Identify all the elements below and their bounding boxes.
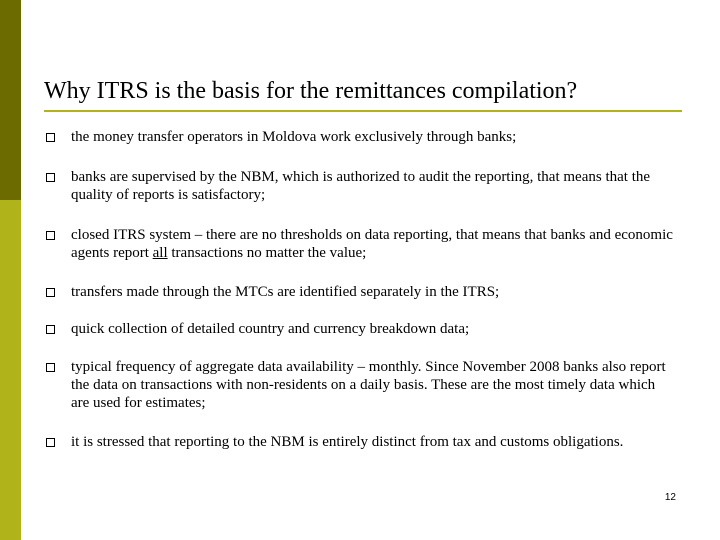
square-bullet-icon (46, 173, 55, 182)
bullet-item (46, 433, 676, 451)
bullet-text: typical frequency of aggregate data availability – monthly. Since November 2008 banks also report the data on transactions with non-residents on a daily basis. These are the most timely data which are used for estimates; (71, 359, 666, 411)
slide-title: Why ITRS is the basis for the remittances compilation? (44, 78, 578, 104)
bullet-text: banks are supervised by the NBM, which is authorized to audit the reporting, that means that the quality of reports is satisfactory; (71, 169, 651, 203)
bullet-item (46, 128, 676, 146)
square-bullet-icon (46, 231, 55, 240)
page-number: 12 (664, 492, 676, 503)
bullet-text-part: closed ITRS system – there are no thresholds on data reporting, that means that banks and economic agents report (71, 227, 673, 261)
emphasized-word: all (152, 245, 168, 261)
bullet-text (71, 226, 676, 262)
bullet-item (46, 320, 676, 338)
square-bullet-icon (46, 133, 55, 142)
bullet-text: transfers made through the MTCs are identified separately in the ITRS; (71, 284, 500, 300)
bullet-item (46, 168, 676, 204)
bullet-item (46, 358, 676, 412)
square-bullet-icon (46, 363, 55, 372)
bullet-item (46, 283, 676, 301)
bullet-text: the money transfer operators in Moldova work exclusively through banks; (71, 129, 517, 145)
bullet-text-part: transactions no matter the value; (167, 245, 367, 261)
bullet-item (46, 226, 676, 262)
bullet-text: it is stressed that reporting to the NBM is entirely distinct from tax and customs obligations. (71, 434, 624, 450)
square-bullet-icon (46, 325, 55, 334)
square-bullet-icon (46, 288, 55, 297)
bullet-text: quick collection of detailed country and currency breakdown data; (71, 321, 470, 337)
square-bullet-icon (46, 438, 55, 447)
